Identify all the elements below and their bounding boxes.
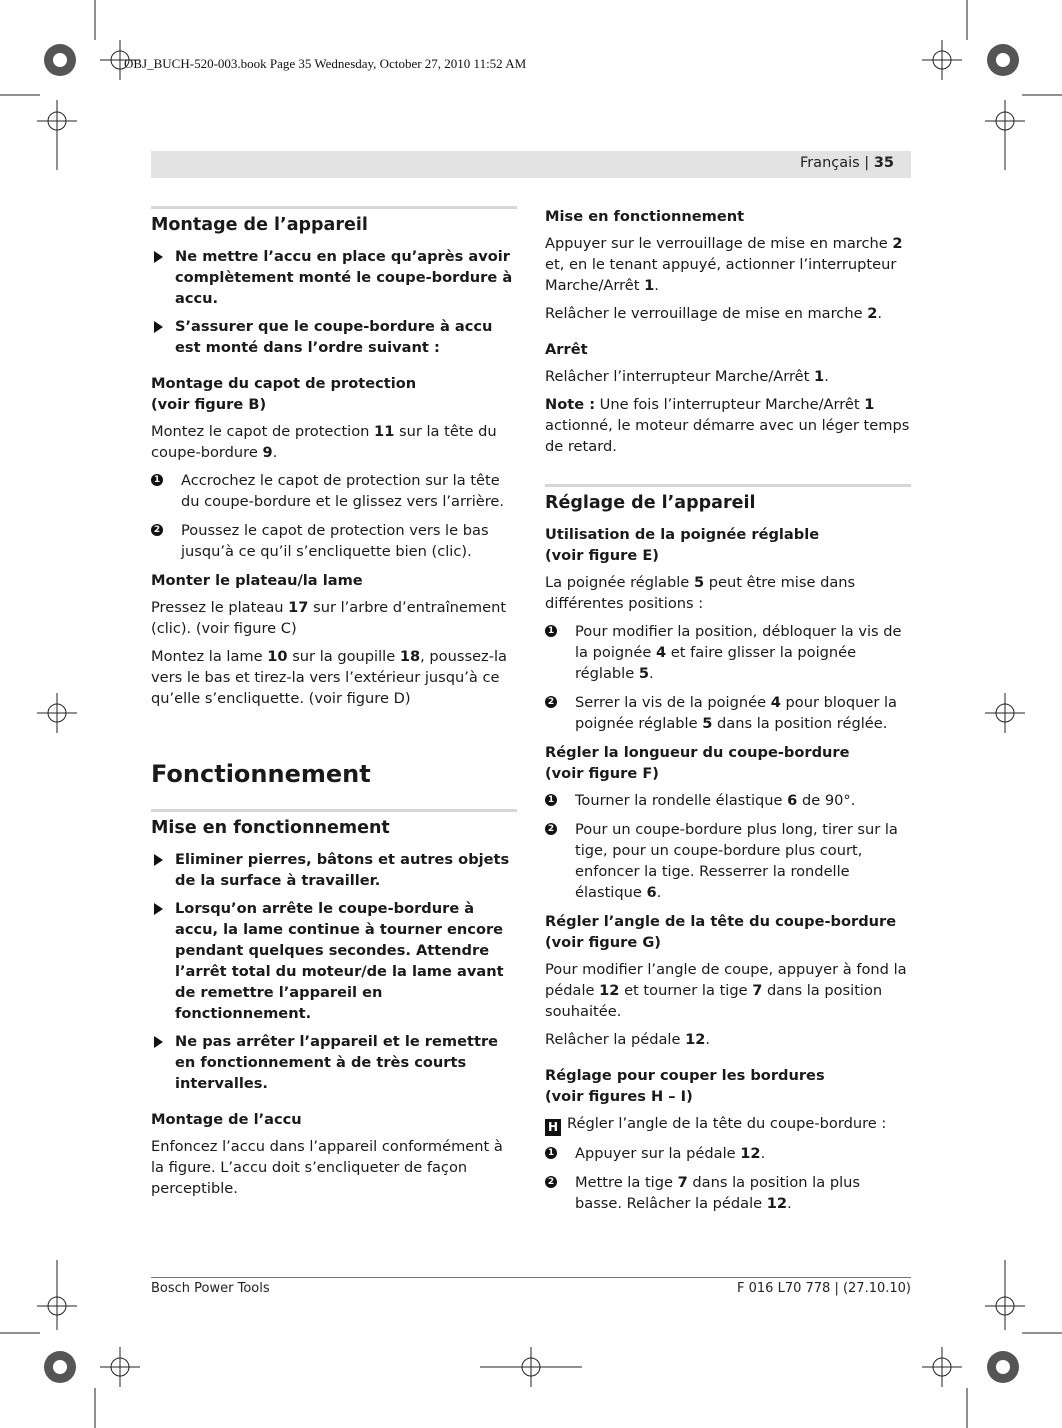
subheading-line: (voir figure F) [545, 765, 659, 782]
arrow-bullet-icon [154, 854, 163, 866]
right-column [545, 206, 911, 1222]
subheading-line: (voir figures H – I) [545, 1088, 693, 1105]
warning-item [151, 1031, 517, 1094]
warning-text: Ne pas arrêter l’appareil et le remettre en fonctionnement à de très courts intervalles. [175, 1033, 499, 1092]
warning-text: Eliminer pierres, bâtons et autres objets de la surface à travailler. [175, 851, 510, 889]
subheading [151, 373, 517, 415]
paragraph: Montez la lame 10 sur la goupille 18, poussez-la vers le bas et tirez-la vers l’extérieur jusqu’à ce qu’elle s’encliquette. (voir figure D) [151, 648, 507, 707]
paragraph: La poignée réglable 5 peut être mise dans différentes positions : [545, 574, 856, 612]
subheading-line: Régler l’angle de la tête du coupe-bordure [545, 913, 897, 930]
step-item: 2 Mettre la tige 7 dans la position la plus basse. Relâcher la pédale 12. [545, 1172, 911, 1214]
note-paragraph: Note : Une fois l’interrupteur Marche/Arrêt 1 actionné, le moteur démarre avec un léger temps de retard. [545, 396, 910, 455]
subheading-line: Utilisation de la poignée réglable [545, 526, 820, 543]
subheading-line: (voir figure G) [545, 934, 661, 951]
step-number-icon: 1 [545, 1147, 557, 1159]
subheading-line: Régler la longueur du coupe-bordure [545, 744, 850, 761]
warning-item [151, 316, 517, 358]
arrow-bullet-icon [154, 251, 163, 263]
subheading-line: Montage du capot de protection [151, 375, 417, 392]
section-title: Mise en fonctionnement [151, 809, 517, 839]
step-item: 2 Pour un coupe-bordure plus long, tirer sur la tige, pour un coupe-bordure plus court, enfoncer la tige. Resserrer la rondelle élastique 6. [545, 819, 911, 903]
arrow-bullet-icon [154, 903, 163, 915]
figure-ref-paragraph: H Régler l’angle de la tête du coupe-bordure : [545, 1113, 911, 1136]
warning-item [151, 246, 517, 309]
step-number-icon: 2 [545, 823, 557, 835]
subheading: Monter le plateau/la lame [151, 572, 363, 589]
section-title: Montage de l’appareil [151, 206, 517, 236]
step-item: 1 Tourner la rondelle élastique 6 de 90°. [545, 790, 911, 811]
step-item [151, 520, 517, 562]
footer-brand: Bosch Power Tools [151, 1281, 270, 1296]
chapter-title: Fonctionnement [151, 760, 371, 788]
paragraph: Appuyer sur le verrouillage de mise en marche 2 et, en le tenant appuyé, actionner l’interrupteur Marche/Arrêt 1. [545, 235, 903, 294]
subheading-line: (voir figure E) [545, 547, 659, 564]
page-header [151, 151, 911, 178]
arrow-bullet-icon [154, 321, 163, 333]
subheading: Mise en fonctionnement [545, 208, 745, 225]
header-separator: | [859, 155, 874, 171]
page-number: 35 [873, 155, 894, 171]
subheading [545, 742, 911, 784]
left-column [151, 206, 517, 1206]
warning-text: Lorsqu’on arrête le coupe-bordure à accu, la lame continue à tourner encore pendant quelques secondes. Attendre l’arrêt total du moteur/de la lame avant de remettre l’appareil en fonctionnement. [175, 900, 504, 1022]
section-title: Réglage de l’appareil [545, 484, 911, 514]
footer-rule [151, 1277, 911, 1278]
subheading: Arrêt [545, 341, 588, 358]
print-slug: OBJ_BUCH-520-003.book Page 35 Wednesday, October 27, 2010 11:52 AM [124, 56, 527, 71]
step-number-icon: 2 [545, 696, 557, 708]
warning-text: Ne mettre l’accu en place qu’après avoir complètement monté le coupe-bordure à accu. [175, 248, 513, 307]
subheading [545, 524, 911, 566]
paragraph: Relâcher l’interrupteur Marche/Arrêt 1. [545, 368, 829, 385]
arrow-bullet-icon [154, 1036, 163, 1048]
step-item: 1 Pour modifier la position, débloquer la vis de la poignée 4 et faire glisser la poignée réglable 5. [545, 621, 911, 684]
paragraph: Montez le capot de protection 11 sur la tête du coupe-bordure 9. [151, 423, 497, 461]
step-number-icon: 1 [151, 474, 163, 486]
paragraph: Relâcher la pédale 12. [545, 1031, 711, 1048]
warning-text: S’assurer que le coupe-bordure à accu est monté dans l’ordre suivant : [175, 318, 493, 356]
step-number-icon: 1 [545, 625, 557, 637]
subheading [545, 1065, 911, 1107]
step-item: 1 Appuyer sur la pédale 12. [545, 1143, 911, 1164]
step-number-icon: 2 [545, 1176, 557, 1188]
step-text: Poussez le capot de protection vers le bas jusqu’à ce qu’il s’encliquette bien (clic). [181, 522, 489, 560]
warning-item [151, 898, 517, 1024]
paragraph: Enfoncez l’accu dans l’appareil conformément à la figure. L’accu doit s’encliqueter de façon perceptible. [151, 1138, 503, 1197]
warning-item [151, 849, 517, 891]
header-language: Français [799, 155, 860, 171]
paragraph: Pour modifier l’angle de coupe, appuyer à fond la pédale 12 et tourner la tige 7 dans la position souhaitée. [545, 961, 907, 1020]
step-number-icon: 1 [545, 794, 557, 806]
step-item: 2 Serrer la vis de la poignée 4 pour bloquer la poignée réglable 5 dans la position réglée. [545, 692, 911, 734]
figure-h-badge: H [545, 1119, 561, 1136]
header-text [800, 155, 894, 171]
step-number-icon: 2 [151, 524, 163, 536]
subheading [545, 911, 911, 953]
paragraph: Relâcher le verrouillage de mise en marche 2. [545, 305, 882, 322]
paragraph: Pressez le plateau 17 sur l’arbre d’entraînement (clic). (voir figure C) [151, 599, 507, 637]
subheading-line: (voir figure B) [151, 396, 267, 413]
step-item [151, 470, 517, 512]
step-text: Accrochez le capot de protection sur la tête du coupe-bordure et le glissez vers l’arrière. [181, 472, 505, 510]
subheading: Montage de l’accu [151, 1111, 302, 1128]
footer-docref: F 016 L70 778 | (27.10.10) [737, 1281, 911, 1296]
subheading-line: Réglage pour couper les bordures [545, 1067, 825, 1084]
